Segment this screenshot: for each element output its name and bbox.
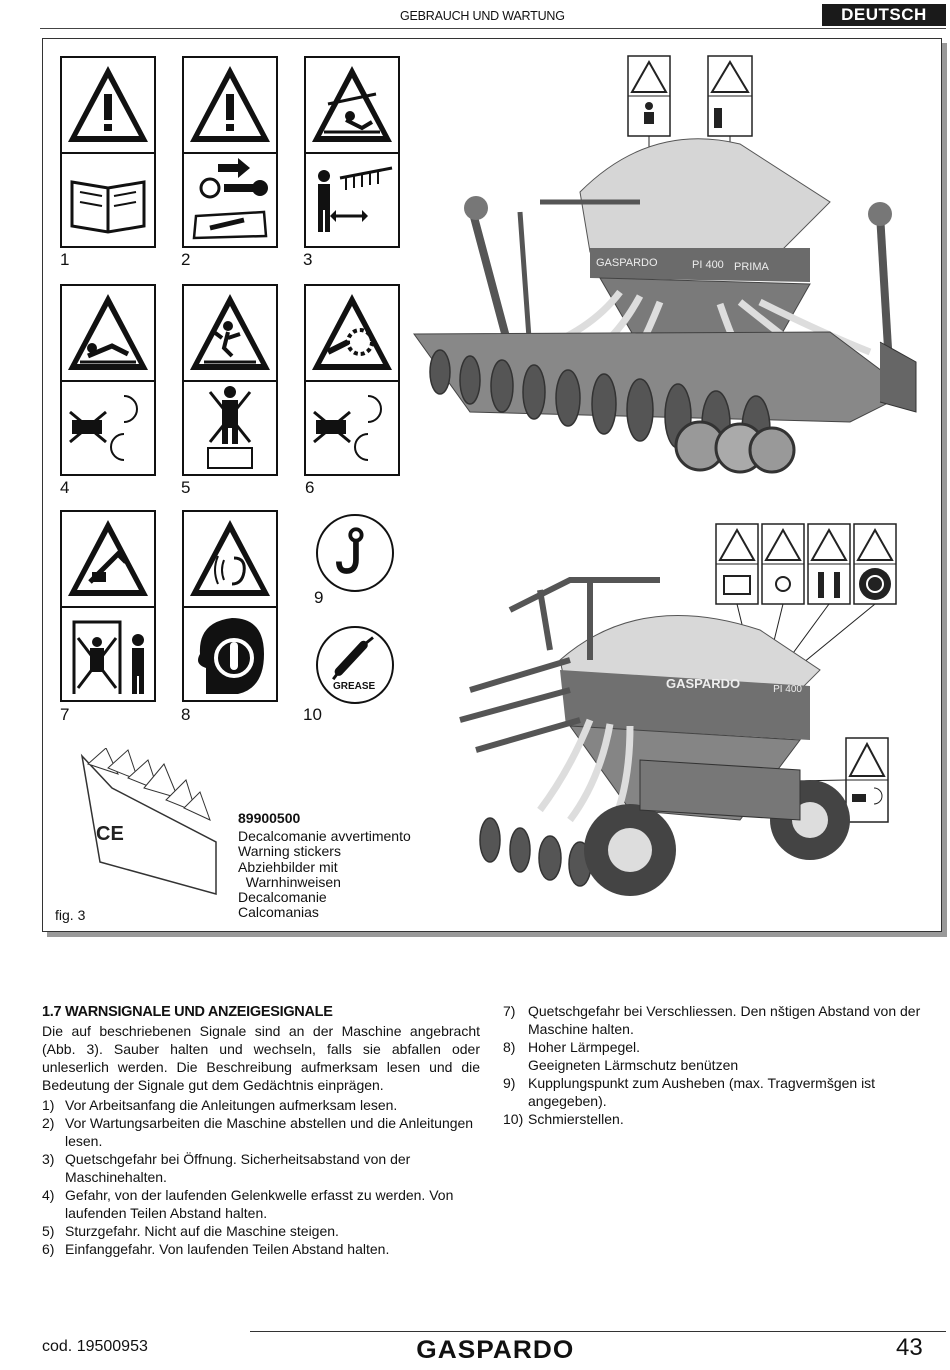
decal-name-en: Warning stickers	[238, 843, 341, 860]
key-wrench-icon	[184, 154, 276, 246]
seed-drill-side-view-illustration	[440, 520, 940, 920]
sign-number-8: 8	[181, 705, 191, 724]
warning-sign-8	[182, 510, 278, 702]
sign-number-5: 5	[181, 478, 191, 497]
grease-point-sign-10	[316, 626, 394, 704]
warning-triangle-icon	[62, 58, 154, 152]
decal-pack-illustration	[78, 748, 228, 898]
no-climbing-icon	[184, 382, 276, 474]
sign-number-3: 3	[303, 250, 313, 269]
sign-number-6: 6	[305, 478, 315, 497]
header-divider	[40, 28, 946, 29]
section-intro: Die auf beschriebenen Signale sind an der Maschine angebracht (Abb. 3). Sauber halten und wechseln, falls sie abfallen oder unleserlich werden. Die Beschreibung aufmerksam lesen und die Bedeutung der Signale gut dem Gedächtnis einprägen.	[42, 1023, 480, 1093]
hook-icon	[318, 516, 392, 590]
crush-closing-icon	[62, 512, 154, 606]
header-title: GEBRAUCH UND WARTUNG	[400, 9, 565, 23]
section-title: 1.7 WARNSIGNALE UND ANZEIGESIGNALE	[42, 1004, 333, 1020]
no-hand-rotating-icon	[62, 382, 154, 474]
warning-sign-1	[60, 56, 156, 248]
decal-name-fr: Decalcomanie	[238, 889, 327, 906]
list-item: 6) Einfanggefahr. Von laufenden Teilen Abstand halten.	[42, 1241, 390, 1257]
warning-sign-3	[304, 56, 400, 248]
decal-name-it: Decalcomanie avvertimento	[238, 828, 411, 844]
warning-sign-2	[182, 56, 278, 248]
list-item: 9) Kupplungspunkt zum Ausheben (max. Tragvermšgen ist angegeben).	[503, 1075, 876, 1109]
warning-sign-5	[182, 284, 278, 476]
machine-model-label-bottom: PI 400	[773, 684, 802, 695]
crush-hazard-icon	[306, 58, 398, 152]
sign-number-9: 9	[314, 588, 324, 607]
list-item: 3) Quetschgefahr bei Öffnung. Sicherheitsabstand von der Maschinehalten.	[42, 1151, 411, 1185]
sign-number-4: 4	[60, 478, 70, 497]
ear-protection-icon	[184, 608, 276, 700]
sign-number-7: 7	[60, 705, 70, 724]
seed-drill-rear-view-illustration	[410, 52, 930, 492]
figure-caption: fig. 3	[55, 907, 86, 923]
footer-divider	[250, 1331, 946, 1332]
ce-mark: CE	[96, 823, 124, 845]
fall-hazard-icon	[184, 286, 276, 380]
warning-triangle-icon	[184, 58, 276, 152]
decal-code: 89900500	[238, 810, 301, 826]
warning-sign-4	[60, 284, 156, 476]
decal-names	[238, 829, 411, 921]
list-item: Geeigneten Lärmschutz benützen	[528, 1057, 739, 1073]
list-item: 1) Vor Arbeitsanfang die Anleitungen aufmerksam lesen.	[42, 1097, 398, 1113]
keep-distance-icon	[306, 154, 398, 246]
manual-book-icon	[62, 154, 154, 246]
list-item: 5) Sturzgefahr. Nicht auf die Maschine steigen.	[42, 1223, 339, 1239]
machine-model-label: PI 400	[692, 259, 724, 271]
no-hand-rotating-icon	[306, 382, 398, 474]
sign-number-1: 1	[60, 250, 70, 269]
page-number: 43	[896, 1334, 923, 1361]
list-item: 8) Hoher Lärmpegel.	[503, 1039, 641, 1055]
list-item: 10) Schmierstellen.	[503, 1111, 624, 1127]
signal-list-left	[42, 1096, 480, 1258]
brand-logo: GASPARDO	[416, 1336, 575, 1364]
no-standing-under-icon	[62, 608, 154, 700]
decal-name-de-2: Warnhinweisen	[238, 873, 341, 890]
sign-number-10: 10	[303, 705, 322, 724]
list-item: 4) Gefahr, von der laufenden Gelenkwelle erfasst zu werden. Von laufenden Teilen Abstand halten.	[42, 1187, 454, 1221]
warning-sign-6	[304, 284, 400, 476]
machine-series-label: PRIMA	[734, 261, 769, 273]
noise-hazard-icon	[184, 512, 276, 606]
entanglement-hazard-icon	[62, 286, 154, 380]
list-item: 7) Quetschgefahr bei Verschliessen. Den nštigen Abstand von der Maschine halten.	[503, 1003, 921, 1037]
language-badge: DEUTSCH	[822, 4, 946, 26]
signal-list-right	[503, 1002, 943, 1128]
machine-brand-label-bottom: GASPARDO	[666, 676, 741, 691]
machine-brand-label: GASPARDO	[596, 257, 658, 269]
warning-sign-7	[60, 510, 156, 702]
gear-trap-icon	[306, 286, 398, 380]
decal-name-de-1: Abziehbilder mit	[238, 858, 338, 875]
sign-number-2: 2	[181, 250, 191, 269]
grease-label: GREASE	[333, 681, 376, 692]
document-code: cod. 19500953	[42, 1338, 148, 1355]
decal-name-es: Calcomanias	[238, 904, 319, 921]
list-item: 2) Vor Wartungsarbeiten die Maschine abstellen und die Anleitungen lesen.	[42, 1115, 474, 1149]
lifting-hook-sign-9	[316, 514, 394, 592]
